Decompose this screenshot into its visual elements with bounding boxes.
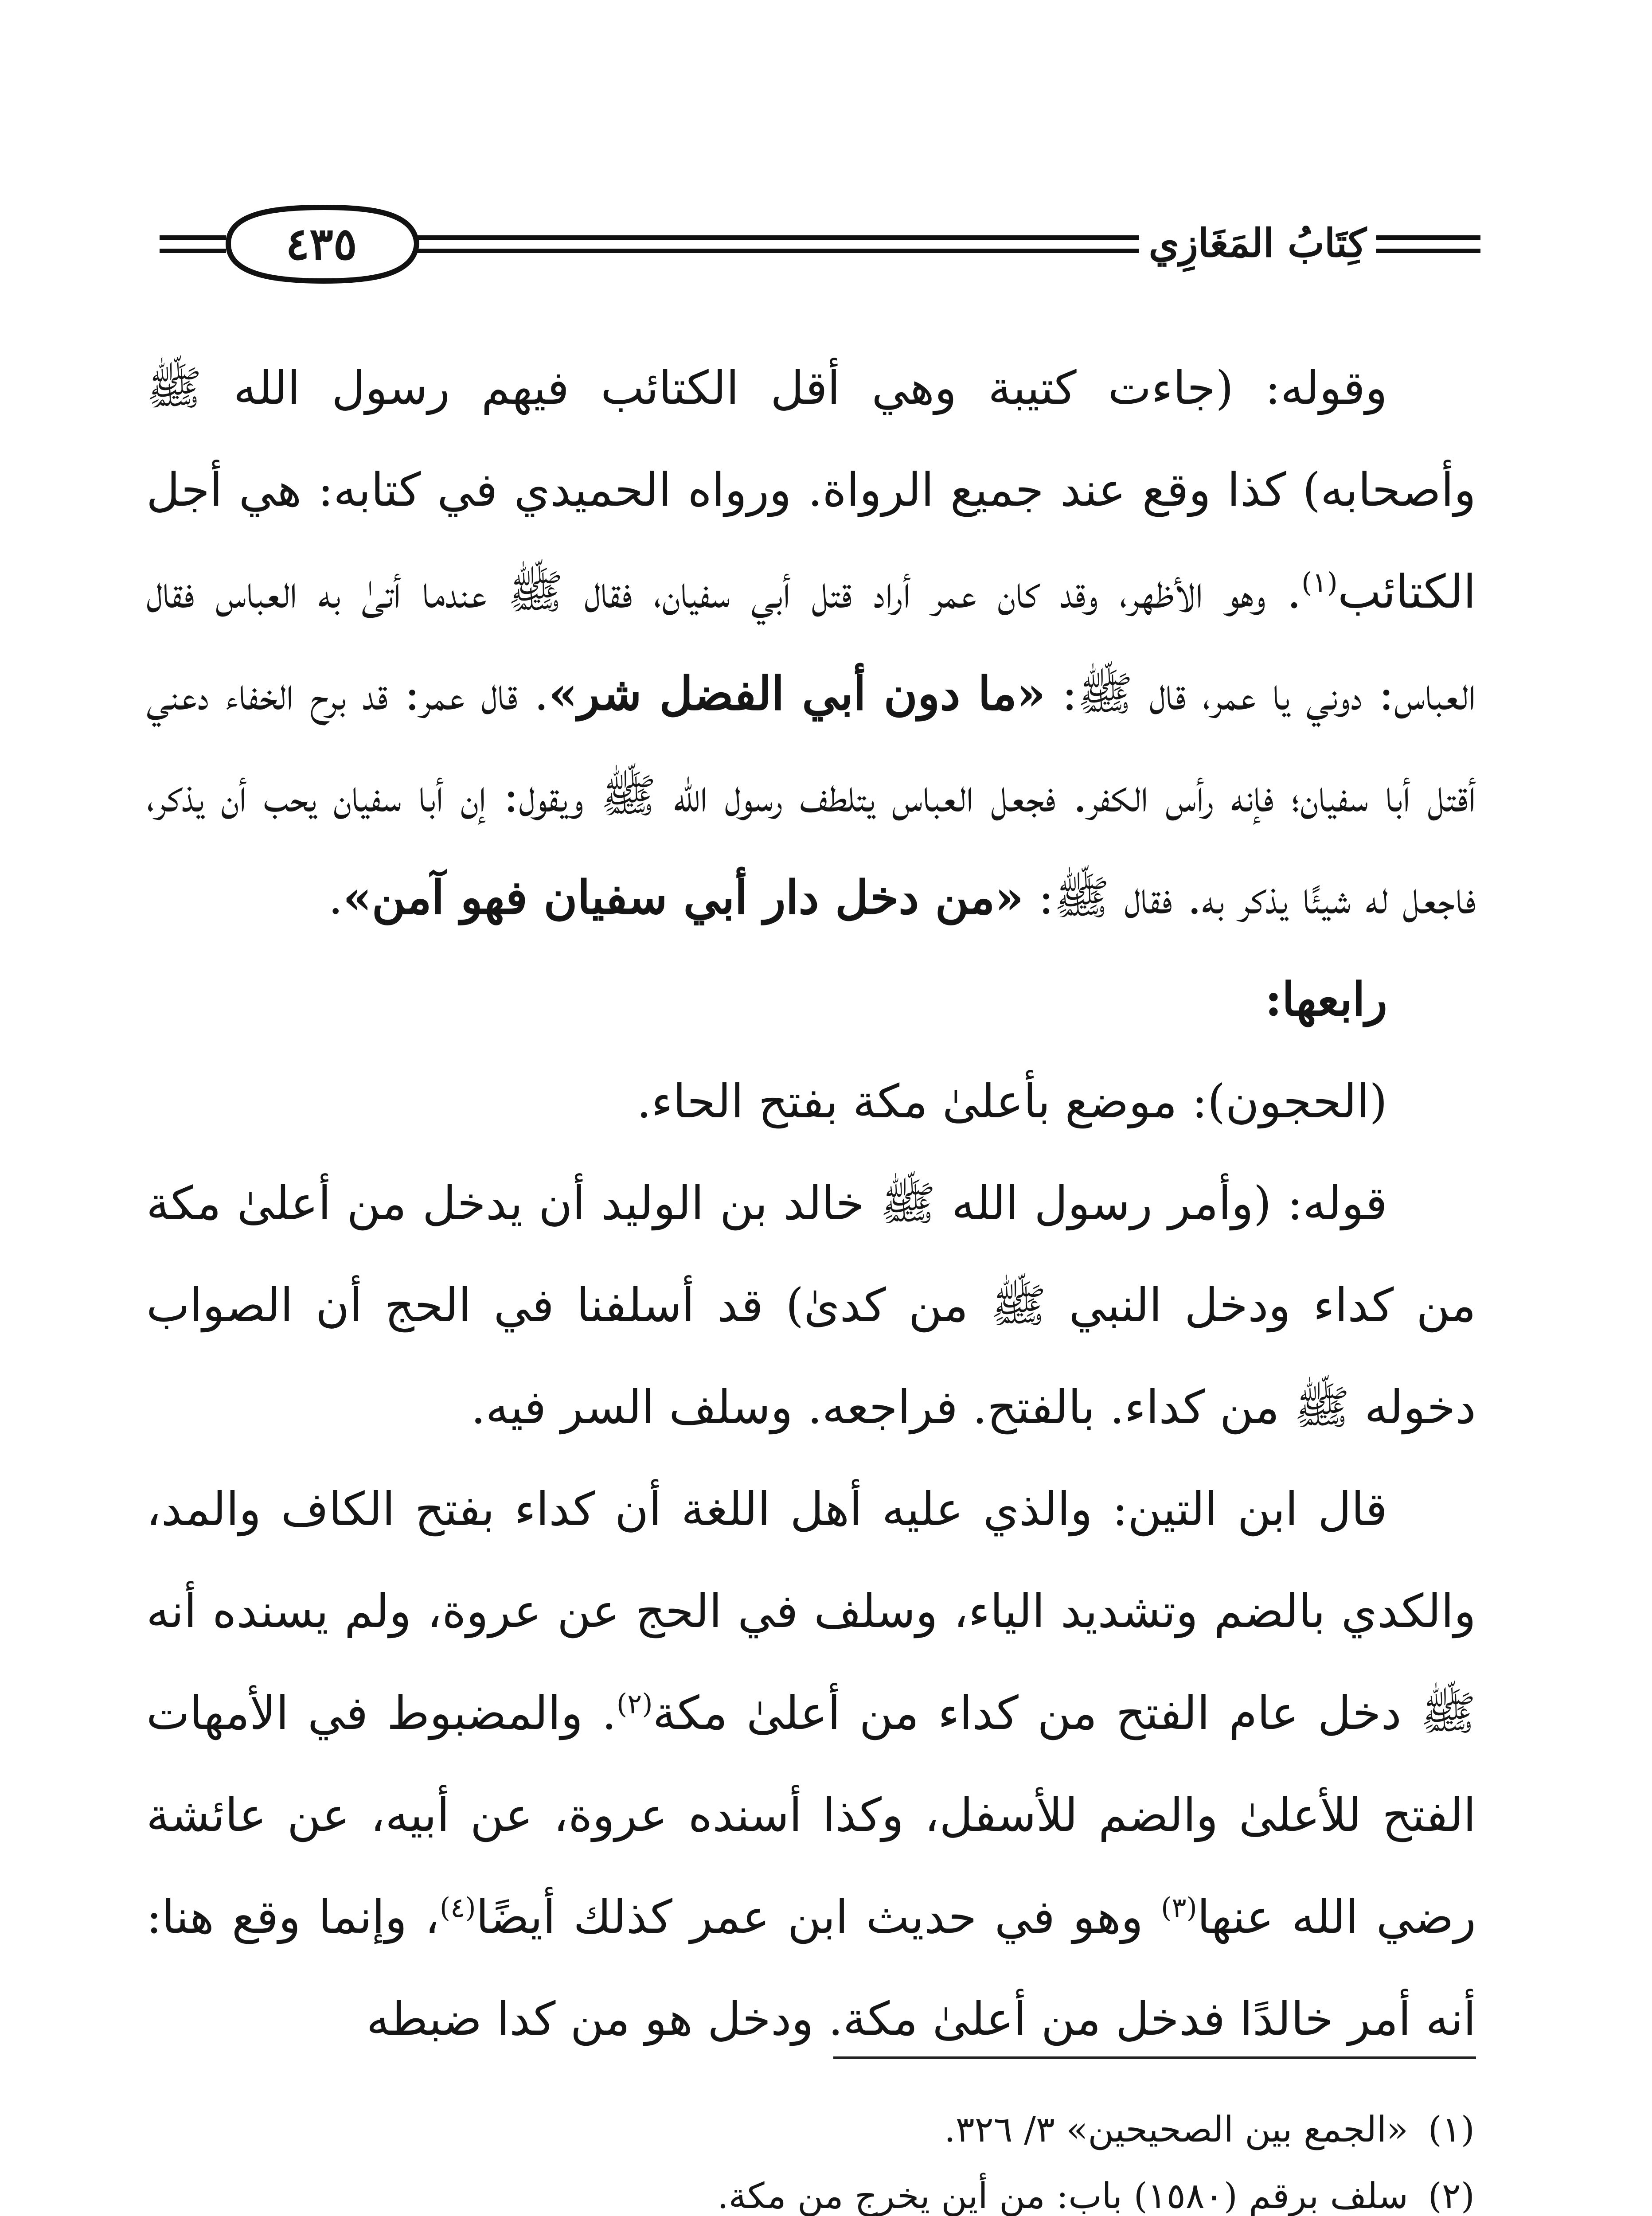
text-run: قال ابن التين: والذي عليه أهل اللغة أن كداء بفتح الكاف والمد، والكدي بالضم وتشديد الياء، وسلف في الحج عن عروة، ولم يسنده أنه ﷺ دخل عام الفتح من كداء من أعلىٰ مكة [146, 1482, 1476, 1740]
text-run: . والمضبوط في الأمهات الفتح للأعلىٰ والضم للأسفل، وكذا أسنده عروة، عن أبيه، عن عائشة رضي الله عنها [146, 1686, 1476, 1944]
footnote-reference: (١) [1301, 566, 1338, 599]
text-run: . وهو الأظهر، وقد كان عمر أراد قتل أبي سفيان، فقال ﷺ عندما أتىٰ به العباس فقال العباس: دوني يا عمر، قال ﷺ: [146, 565, 1476, 721]
book-title: كِتَابُ المَغَازِي [1139, 216, 1376, 269]
footnote-reference: (٢) [616, 1687, 653, 1720]
footnotes [189, 2096, 1475, 2216]
footnote-number: (١) [1428, 2109, 1475, 2150]
text-run: (الحجون): موضع بأعلىٰ مكة بفتح الحاء. [637, 1074, 1387, 1128]
text-run: . قال عمر: قد برح الخفاء دعني أقتل أبا سفيان؛ فإنه رأس الكفر. فجعل العباس يتلطف رسول الله ﷺ ويقول: إن أبا سفيان يحب أن يذكر، فاجعل له شيئًا يذكر به. فقال ﷺ: [146, 667, 1476, 925]
footnote-reference: (٣) [1161, 1891, 1197, 1924]
running-header [151, 195, 1489, 293]
text-run: رابعها: [1265, 972, 1387, 1026]
footnote-text: «الجمع بين الصحيحين» ٣/ ٣٢٦. [944, 2109, 1408, 2150]
text-run: . [328, 870, 343, 925]
footnote [189, 2096, 1475, 2163]
hadith-quote: «ما دون أبي الفضل شر» [548, 666, 1046, 721]
text-run: وقوله: (جاءت كتيبة وهي أقل الكتائب فيهم رسول الله ﷺ وأصحابه) كذا وقع عند جميع الرواة. ورواه الحميدي في كتابه: هي أجل الكتائب [146, 361, 1476, 619]
main-text [146, 337, 1476, 2070]
footnote-number: (٢) [1428, 2175, 1475, 2216]
section-heading [146, 948, 1476, 1050]
page-number: ٤٣٥ [285, 218, 357, 270]
text-run: ، وإنما وقع هنا: أنه أمر خالدًا فدخل من أعلىٰ مكة. ودخل هو من كدا ضبطه [146, 1890, 1476, 2046]
paragraph [146, 337, 1476, 948]
paragraph [146, 1152, 1476, 1458]
footnote-text: سلف برقم (١٥٨٠) باب: من أين يخرج من مكة. [717, 2175, 1408, 2216]
footnote-separator [833, 2056, 1476, 2059]
paragraph [146, 1458, 1476, 2070]
footnote [189, 2163, 1475, 2216]
text-run: قوله: (وأمر رسول الله ﷺ خالد بن الوليد أن يدخل من أعلىٰ مكة من كداء ودخل النبي ﷺ من كدىٰ) قد أسلفنا في الحج أن الصواب دخوله ﷺ من كداء. بالفتح. فراجعه. وسلف السر فيه. [146, 1176, 1476, 1434]
hadith-quote: «من دخل دار أبي سفيان فهو آمن» [343, 870, 1024, 925]
footnote-reference: (٤) [439, 1891, 476, 1924]
text-run: وهو في حديث ابن عمر كذلك أيضًا [476, 1890, 1161, 1944]
paragraph [146, 1050, 1476, 1152]
